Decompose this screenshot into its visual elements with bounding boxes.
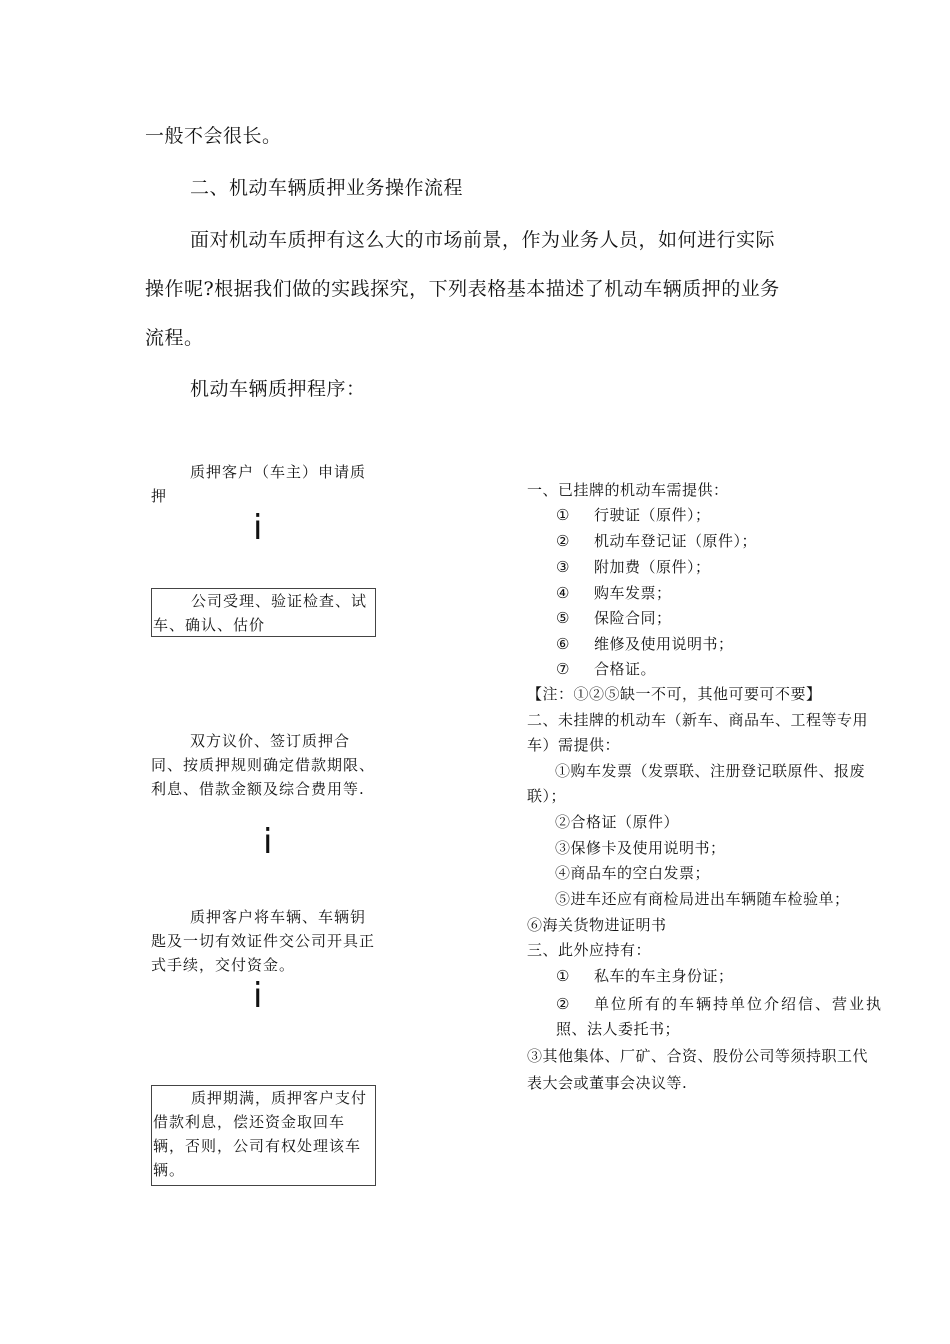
- item-text: 保险合同；: [594, 609, 672, 627]
- item-text: 附加费（原件）；: [594, 558, 711, 576]
- list-item: [556, 657, 656, 681]
- list-item: ③保修卡及使用说明书；: [555, 839, 726, 857]
- item-number: ①: [556, 967, 570, 985]
- paragraph-line-1: 面对机动车质押有这么大的市场前景，作为业务人员，如何进行实际: [190, 229, 776, 251]
- item-number: ⑤: [556, 609, 570, 627]
- item-text: 单位所有的车辆持单位介绍信、营业执: [594, 995, 884, 1013]
- req-section-3-title: 三、此外应持有：: [527, 941, 652, 959]
- procedure-title: 机动车辆质押程序：: [190, 378, 366, 400]
- list-item: [556, 503, 711, 527]
- item-text: 私车的车主身份证；: [594, 967, 734, 985]
- down-arrow-icon: i: [253, 508, 263, 548]
- flow-step-handover: 质押客户将车辆、车辆钥匙及一切有效证件交公司开具正式手续，交付资金。: [151, 908, 376, 974]
- list-item: [556, 632, 734, 656]
- req-note: 【注：①②⑤缺一不可，其他可要可不要】: [527, 685, 822, 703]
- item-number: ④: [556, 584, 570, 602]
- paragraph-line-2: 操作呢?根据我们做的实践探究，下列表格基本描述了机动车辆质押的业务: [145, 278, 780, 300]
- text-line-intro-end: 一般不会很长。: [145, 125, 282, 147]
- list-item: [556, 992, 883, 1016]
- list-item: ③其他集体、厂矿、合资、股份公司等须持职工代: [527, 1047, 869, 1065]
- list-item: [556, 964, 734, 988]
- section-heading-2: 二、机动车辆质押业务操作流程: [190, 177, 464, 199]
- down-arrow-icon: i: [263, 822, 273, 862]
- item-text: 机动车登记证（原件）；: [594, 532, 758, 550]
- list-item: ⑥海关货物进证明书: [527, 916, 667, 934]
- item-number: ③: [556, 558, 570, 576]
- list-item: [556, 606, 672, 630]
- item-text: 维修及使用说明书；: [594, 635, 734, 653]
- list-item: ①购车发票（发票联、注册登记联原件、报废: [555, 762, 866, 780]
- list-item-cont: 联）；: [527, 787, 567, 805]
- item-text: 行驶证（原件）；: [594, 506, 711, 524]
- item-number: ②: [556, 995, 572, 1013]
- req-section-1-title: 一、已挂牌的机动车需提供：: [527, 481, 729, 499]
- down-arrow-icon: i: [253, 976, 263, 1016]
- item-number: ②: [556, 532, 570, 550]
- list-item: ②合格证（原件）: [555, 813, 680, 831]
- item-number: ①: [556, 506, 570, 524]
- list-item: ⑤进车还应有商检局进出车辆随车检验单；: [555, 890, 850, 908]
- flow-step-apply: 质押客户（车主）申请质押: [151, 463, 367, 505]
- flow-step-negotiate: 双方议价、签订质押合同、按质押规则确定借款期限、利息、借款金额及综合费用等.: [151, 732, 376, 798]
- item-number: ⑦: [556, 660, 570, 678]
- item-number: ⑥: [556, 635, 570, 653]
- item-text: 购车发票；: [594, 584, 672, 602]
- item-text: 合格证。: [594, 660, 657, 678]
- req-section-2-title-cont: 车）需提供：: [527, 736, 621, 754]
- list-item: [556, 581, 672, 605]
- req-section-2-title: 二、未挂牌的机动车（新车、商品车、工程等专用: [527, 711, 869, 729]
- flow-step-accept-box: 公司受理、验证检查、试车、确认、估价: [151, 588, 376, 637]
- list-item: [556, 555, 711, 579]
- list-item: ④商品车的空白发票；: [555, 864, 711, 882]
- paragraph-line-3: 流程。: [145, 327, 204, 349]
- flow-step-expiry-box: 质押期满，质押客户支付借款利息，偿还资金取回车辆，否则，公司有权处理该车辆。: [151, 1085, 376, 1186]
- list-item-cont: 照、法人委托书；: [556, 1020, 681, 1038]
- list-item-cont: 表大会或董事会决议等.: [527, 1074, 688, 1092]
- list-item: [556, 529, 757, 553]
